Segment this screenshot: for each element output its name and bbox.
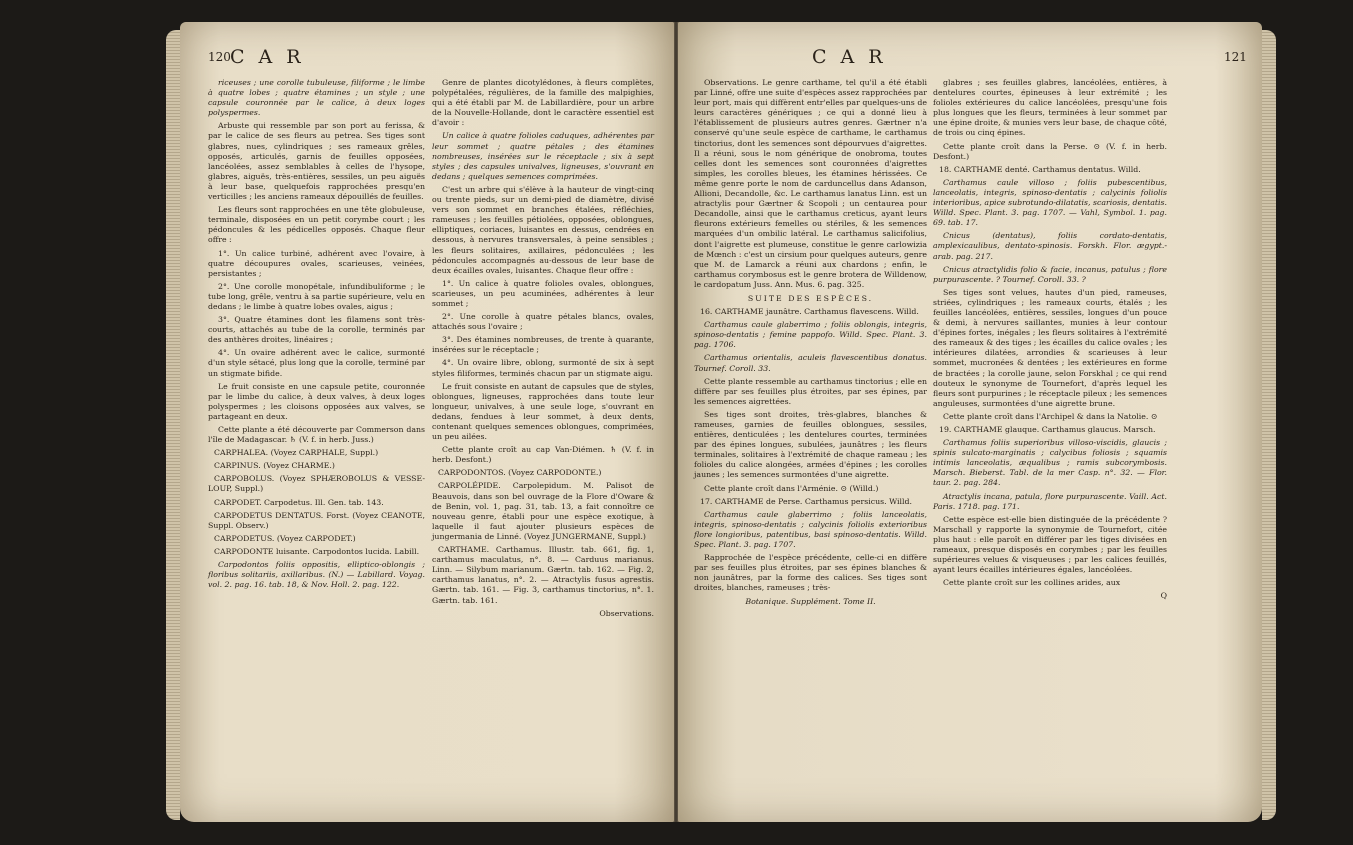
paragraph: Arbuste qui ressemble par son port au ferissa, & par le calice de ses fleurs au petrea. Ses tiges sont glabres, nues, cylindriques ; ses rameaux grêles, opposés, articulés, garnis de feuilles opposées, lancéolées, assez semblables à celles de l'hysope, glabres, aiguës, très-entières, sessiles, un peu aiguës à leur base, quelquefois rapprochées presqu'en verticilles ; les anciens rameaux dépouillés de feuilles. [208,121,425,202]
right-page-edges [1262,30,1276,820]
paragraph: Cette plante croît au cap Van-Diémen. ♄ (V. f. in herb. Desfont.) [432,445,654,465]
entry-heading: CARPODETUS DENTATUS. Forst. (Voyez CEANOTE, Suppl. Observ.) [208,510,425,530]
right-column-1 [694,78,927,610]
entry-heading: 17. CARTHAME de Perse. Carthamus persicus. Willd. [700,496,912,506]
latin-diagnosis: Carthamus caule glaberrimo ; foliis lanceolatis, integris, spinoso-dentatis ; calycinis foliolis exterioribus flore longioribus, patentibus, basi spinoso-dentatis. Willd. Spec. Plant. 3. pag. 1707. [694,509,927,550]
paragraph: 2°. Une corolle monopétale, infundibuliforme ; le tube long, grêle, ventru à sa partie supérieure, velu en dedans ; le limbe à quatre lobes ovales, aigus ; [208,281,425,311]
entry-heading: 18. CARTHAME denté. Carthamus dentatus. Willd. [939,164,1141,174]
latin-diagnosis: Carpodontos foliis oppositis, elliptico-oblongis ; floribus solitariis, axillaribus. (N.) — Labillard. Voyag. vol. 2. pag. 16. tab. 18, & Nov. Holl. 2. pag. 122. [208,560,425,590]
right-page-number: 121 [1224,50,1247,64]
paragraph: 4°. Un ovaire libre, oblong, surmonté de six à sept styles filiformes, terminés chacun par un stigmate aigu. [432,358,654,378]
paragraph: Cette plante croît dans l'Archipel & dans la Natolie. ⊙ [943,411,1158,421]
left-page-edges [166,30,180,820]
catchword: Q [1160,591,1167,601]
catchword: Observations. [599,608,654,618]
paragraph: Cette plante croît sur les collines arides, aux [943,578,1121,588]
latin-diagnosis: Cnicus atractylidis folio & facie, incanus, patulus ; flore purpurascente. ? Tournef. Coroll. 33. ? [933,264,1167,284]
entry-heading: CARPODETUS. (Voyez CARPODET.) [214,533,356,543]
left-column-1 [208,78,425,593]
paragraph: Le fruit consiste en autant de capsules que de styles, oblongues, ligneuses, rapprochées dans toute leur longueur, univalves, à une seule loge, s'ouvrant en dedans, fendues à leur sommet, à deux dents, contenant quelques semences oblongues, comprimées, un peu ailées. [432,381,654,442]
entry-heading: 19. CARTHAME glauque. Carthamus glaucus. Marsch. [939,425,1156,434]
latin-diagnosis: Cnicus (dentatus), foliis cordato-dentatis, amplexicaulibus, dentato-spinosis. Forskh. Flor. ægypt.-arab. pag. 217. [933,231,1167,261]
entry-heading: CARTHAME. Carthamus. Illustr. tab. 661, fig. 1, carthamus maculatus, n°. 8. — Carduus marianus. Linn. — Silybum marianum. Gærtn. tab. 162. — Fig. 2, carthamus lanatus, n°. 2. — Atractylis fusus agrestis. Gærtn. tab. 161. — Fig. 3, carthamus tinctorius, n°. 1. Gærtn. tab. 161. [432,545,654,605]
paragraph: Les fleurs sont rapprochées en une tête globuleuse, terminale, disposées en un petit corymbe court ; les pédoncules & les pédicelles opposés. Chaque fleur offre : [208,205,425,245]
paragraph: Cette plante ressemble au carthamus tinctorius ; elle en diffère par ses feuilles plus étroites, par ses épines, par les semences aigrettées. [694,376,927,406]
paragraph: Ses tiges sont velues, hautes d'un pied, rameuses, striées, cylindriques ; les rameaux courts, étalés ; les feuilles lancéolées, entières, sessiles, longues d'un pouce & demi, à nervures saillantes, munies à leur contour d'épines fortes, inégales ; les fleurs solitaires à l'extrémité des rameaux & des tiges ; les écailles du calice ovales ; les intérieures dilatées, arrondies & scarieuses à leur sommet, mucronées & dentées ; les extérieures en forme de bractées ; la corolle jaune, selon Forskhal ; ce qui rend douteux le synonyme de Tournefort, d'après lequel les fleurs sont purpurines ; le réceptacle pileux ; les semences anguleuses, surmontées d'une aigrette brune. [933,287,1167,408]
entry-heading: CARPOBOLUS. (Voyez SPHÆROBOLUS & VESSE-LOUP, Suppl.) [208,474,425,494]
entry-heading: CARPHALEA. (Voyez CARPHALE, Suppl.) [214,448,379,458]
entry-heading: 16. CARTHAME jaunâtre. Carthamus flavescens. Willd. [700,307,919,317]
paragraph: C'est un arbre qui s'élève à la hauteur de vingt-cinq ou trente pieds, sur un demi-pied de diamètre, divisé vers son sommet en branches étalées, réfléchies, rameuses ; les feuilles pétiolées, opposées, oblongues, elliptiques, coriaces, luisantes en dessus, cendrées en dessous, à nervures transversales, à peine sensibles ; les fleurs solitaires, axillaires, pédonculées ; les pédoncules accompagnés au-dessous de leur base de deux écailles ovales, luisantes. Chaque fleur offre : [432,184,654,275]
paragraph: Ses tiges sont droites, très-glabres, blanches & rameuses, garnies de feuilles oblongues, sessiles, entières, denticulées ; les dentelures courtes, terminées par des épines longues, subulées, jaunâtres ; les fleurs terminales, solitaires à l'extrémité de chaque rameau ; les folioles du calice alongées, armées d'épines ; les corolles jaunes ; les semences surmontées d'une aigrette. [694,409,927,480]
right-column-2 [933,78,1167,605]
left-running-head: CAR [230,46,315,68]
latin-diagnosis: Un calice à quatre folioles caduques, adhérentes par leur sommet ; quatre pétales ; des étamines nombreuses, insérées sur le réceptacle ; six à sept styles ; des capsules univalves, ligneuses, s'ouvrant en dedans ; quelques semences comprimées. [432,131,654,181]
paragraph: Genre de plantes dicotylédones, à fleurs complètes, polypétalées, régulières, de la famille des malpighies, qui a été établi par M. de Labillardière, pour un arbre de la Nouvelle-Hollande, dont le caractère essentiel est d'avoir : [432,78,654,128]
paragraph: Cette plante croît dans la Perse. ⊙ (V. f. in herb. Desfont.) [933,141,1167,161]
left-column-2 [432,78,654,622]
latin-diagnosis: Carthamus caule glaberrimo ; foliis oblongis, integris, spinoso-dentatis ; femine pappofo. Willd. Spec. Plant. 3. pag. 1706. [694,320,927,350]
right-running-head: CAR [812,46,897,68]
latin-diagnosis: Carthamus caule villoso ; foliis pubescentibus, lanceolatis, integris, spinoso-dentatis ; calycinis foliolis interioribus, apice subrotundo-dilatatis, scariosis, dentatis. Willd. Spec. Plant. 3. pag. 1707. — Vahl, Symbol. 1. pag. 69. tab. 17. [933,177,1167,228]
paragraph: 2°. Une corolle à quatre pétales blancs, ovales, attachés sous l'ovaire ; [432,312,654,332]
paragraph: Le fruit consiste en une capsule petite, couronnée par le limbe du calice, à deux valves, à deux loges polyspermes ; les cloisons opposées aux valves, se partageant en deux. [208,381,425,421]
paragraph: 4°. Un ovaire adhérent avec le calice, surmonté d'un style sétacé, plus long que la corolle, terminé par un stigmate bifide. [208,348,425,378]
entry-heading: CARPODET. Carpodetus. Ill. Gen. tab. 143. [214,497,384,507]
paragraph: Cette espèce est-elle bien distinguée de la précédente ? Marschall y rapporte la synonymie de Tournefort, citée plus haut : elle paroît en différer par les tiges divisées en rameaux, presque disposés en corymbes ; par les feuilles supérieures velues & visqueuses ; par les calices feuillés, ayant leurs écailles intérieures égales, lancéolées. [933,514,1167,575]
latin-diagnosis: Carthamus foliis superioribus villoso-viscidis, glaucis ; spinis sulcato-marginatis ; calycibus foliosis ; squamis intimis lanceolatis, æqualibus ; ramis subcorymbosis. Marsch. Bieberst. Tabl. de la mer Casp. n°. 32. — Flor. taur. 2. pag. 284. [933,438,1167,488]
paragraph: glabres ; ses feuilles glabres, lancéolées, entières, à dentelures courtes, épineuses à leur extrémité ; les folioles extérieures du calice lancéolées, presqu'une fois plus longues que les fleurs, terminées à leur sommet par une épine droite, & munies vers leur base, de chaque côté, de trois ou cinq épines. [933,78,1167,138]
paragraph: Rapprochée de l'espèce précédente, celle-ci en diffère par ses feuilles plus étroites, par ses épines blanches & non jaunâtres, par la forme des calices. Ses tiges sont droites, blanches, rameuses ; très- [694,553,927,593]
entry-heading: CARPODONTOS. (Voyez CARPODONTE.) [438,468,602,478]
paragraph: 3°. Des étamines nombreuses, de trente à quarante, insérées sur le réceptacle ; [432,335,654,355]
entry-heading: CARPODONTE luisante. Carpodontos lucida. Labill. [214,546,420,556]
paragraph: 1°. Un calice à quatre folioles ovales, oblongues, scarieuses, un peu acuminées, adhérentes à leur sommet ; [432,278,654,308]
paragraph: Cette plante croît dans l'Arménie. ⊙ (Willd.) [704,483,879,493]
latin-diagnosis: Carthamus orientalis, aculeis flavescentibus donatus. Tournef. Coroll. 33. [694,353,927,373]
section-heading: SUITE DES ESPÈCES. [747,293,874,303]
latin-diagnosis: riceuses ; une corolle tubuleuse, filiforme ; le limbe à quatre lobes ; quatre étamines ; un style ; une capsule couronnée par le calice, à deux loges polyspermes. [208,78,425,118]
entry-heading: CARPOLÉPIDE. Carpolepidum. M. Palisot de Beauvois, dans son bel ouvrage de la Flore d'Oware & de Benin, vol. 1, pag. 31, tab. 13, a fait connoître ce nouveau genre, établi pour une espèce exotique, à laquelle il faut ajouter plusieurs espèces de jungermania de Linné. (Voyez JUNGERMANE, Suppl.) [432,481,654,541]
paragraph: Cette plante a été découverte par Commerson dans l'île de Madagascar. ♄ (V. f. in herb. Juss.) [208,425,425,445]
paragraph: Observations. Le genre carthame, tel qu'il a été établi par Linné, offre une suite d'espèces assez rapprochées par leur port, mais qui diffèrent entr'elles par quelques-uns de leurs caractères génériques ; ce qui a donné lieu à l'établissement de plusieurs autres genres. Gærtner n'a conservé qu'une seule espèce de carthame, le carthamus tinctorius, dont les semences sont dépourvues d'aigrettes. Il a réuni, sous le nom générique de onobroma, toutes celles dont les semences sont couronnées d'aigrettes simples, les corolles bleues, les étamines hérissées. Ce même genre porte le nom de carduncellus dans Adanson, Allioni, Decandolle, &c. Le carthamus lanatus Linn. est un atractylis pour Gærtner & Scopoli ; un centaurea pour Decandolle, ainsi que le carthamus creticus, ayant leurs fleurons extérieurs femelles ou stériles, & les semences marquées d'un ombilic latéral. Le carthamus salicifolius, dont l'aigrette est plumeuse, constitue le genre carlowizia de Mœnch : c'est un cirsium pour quelques auteurs, genre que M. de Lamarck a réuni aux chardons ; enfin, le carthamus corymbosus est le genre brotera de Willdenow, le cardopatum Juss. Ann. Mus. 6. pag. 325. [694,78,927,289]
left-page-number: 120 [208,50,231,64]
latin-diagnosis: Atractylis incana, patula, flore purpurascente. Vaill. Act. Paris. 1718. pag. 171. [933,491,1167,511]
paragraph: 1°. Un calice turbiné, adhérent avec l'ovaire, à quatre découpures ovales, scarieuses, veinées, persistantes ; [208,248,425,278]
paragraph: 3°. Quatre étamines dont les filamens sont très-courts, attachés au tube de la corolle, terminés par des anthères droites, linéaires ; [208,315,425,345]
entry-heading: CARPINUS. (Voyez CHARME.) [214,461,335,471]
page-footer: Botanique. Supplément. Tome II. [745,596,876,606]
